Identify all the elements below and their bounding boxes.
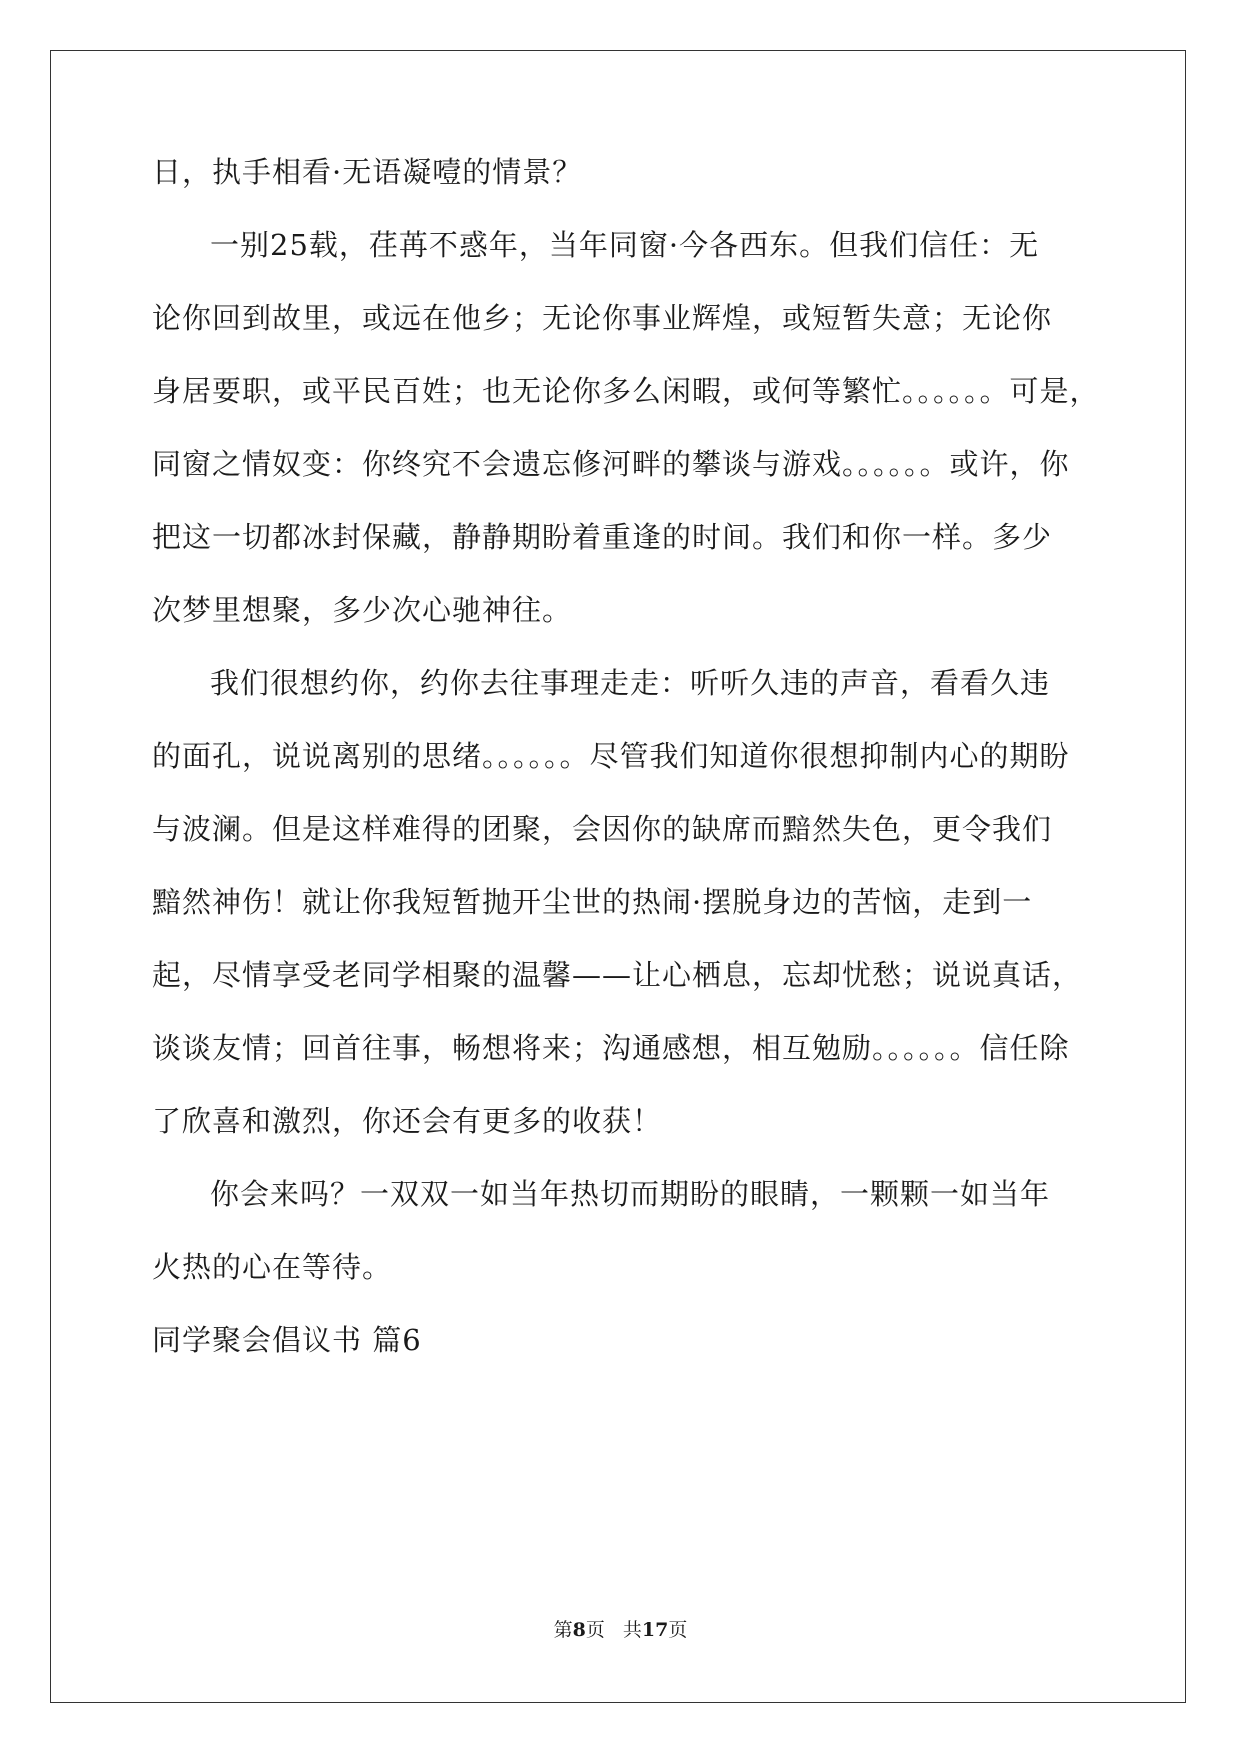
page-footer [0, 1618, 1241, 1642]
text-line: 我们很想约你，约你去往事理走走：听听久违的声音，看看久违 [210, 666, 1051, 700]
text-line: 把这一切都冰封保藏，静静期盼着重逢的时间。我们和你一样。多少 [152, 520, 1053, 554]
text-line: 黯然神伤！就让你我短暂抛开尘世的热闹·摆脱身边的苦恼，走到一 [152, 885, 1033, 919]
text-line: 一别25载，荏苒不惑年，当年同窗·今各西东。但我们信任：无 [210, 228, 1040, 262]
text-line: 身居要职，或平民百姓；也无论你多么闲暇，或何等繁忙。。。。。。可是， [152, 374, 1100, 408]
text-line: 次梦里想聚，多少次心驰神往。 [152, 593, 573, 627]
text-line: 日，执手相看·无语凝噎的情景？ [152, 155, 583, 189]
text-line: 与波澜。但是这样难得的团聚，会因你的缺席而黯然失色，更令我们 [152, 812, 1053, 846]
text-line: 的面孔，说说离别的思绪。。。。。。尽管我们知道你很想抑制内心的期盼 [152, 739, 1070, 773]
page-suffix: 页 [585, 1619, 605, 1641]
current-page-number: 8 [572, 1619, 586, 1641]
total-suffix: 页 [668, 1619, 688, 1641]
text-line: 了欣喜和激烈，你还会有更多的收获！ [152, 1104, 663, 1138]
text-line: 起，尽情享受老同学相聚的温馨——让心栖息，忘却忧愁；说说真话， [152, 958, 1083, 992]
text-line: 火热的心在等待。 [152, 1250, 393, 1284]
total-prefix: 共 [622, 1619, 642, 1641]
total-page-number: 17 [641, 1619, 669, 1641]
section-heading: 同学聚会倡议书 篇6 [152, 1323, 422, 1357]
text-line: 同窗之情奴变：你终究不会遗忘修河畔的攀谈与游戏。。。。。。或许，你 [152, 447, 1070, 481]
page-prefix: 第 [553, 1619, 573, 1641]
text-line: 论你回到故里，或远在他乡；无论你事业辉煌，或短暂失意；无论你 [152, 301, 1053, 335]
text-line: 你会来吗？一双双一如当年热切而期盼的眼睛，一颗颗一如当年 [210, 1177, 1051, 1211]
text-line: 谈谈友情；回首往事，畅想将来；沟通感想，相互勉励。。。。。。信任除 [152, 1031, 1070, 1065]
